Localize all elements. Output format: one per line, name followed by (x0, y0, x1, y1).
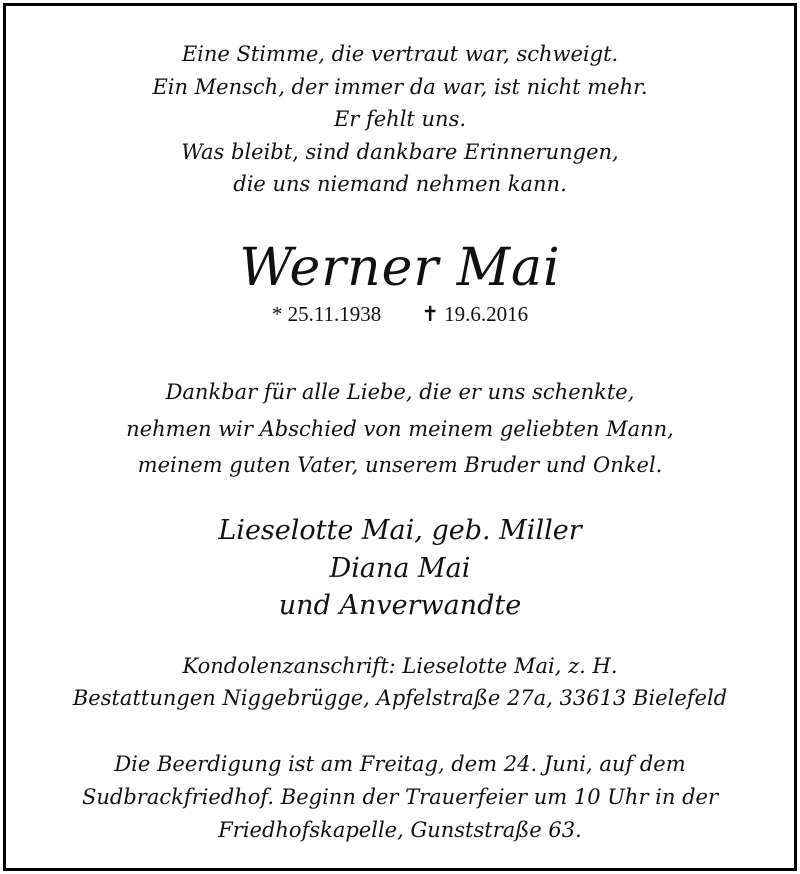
mourner-line: und Anverwandte (278, 590, 522, 621)
funeral-line: Friedhofskapelle, Gunststraße 63. (218, 818, 582, 842)
poem-line: die uns niemand nehmen kann. (233, 172, 567, 196)
funeral-line: Sudbrackfriedhof. Beginn der Trauerfeier um 10 Uhr in der (82, 785, 718, 809)
mourner-line: Lieselotte Mai, geb. Miller (218, 515, 582, 546)
poem-line: Was bleibt, sind dankbare Erinnerungen, (181, 139, 619, 164)
message-line: nehmen wir Abschied von meinem geliebten Mann, (126, 416, 674, 441)
condolence-address (6, 650, 794, 714)
mourner-line: Diana Mai (329, 552, 471, 584)
deceased-name: Werner Mai (239, 238, 561, 298)
message-line: meinem guten Vater, unserem Bruder und Onkel. (137, 453, 663, 477)
funeral-line: Die Beerdigung ist am Freitag, dem 24. Juni, auf dem (114, 752, 686, 776)
obituary-notice (3, 3, 797, 871)
birth-date: * 25.11.1938 (271, 302, 382, 326)
funeral-details (6, 748, 794, 847)
address-line: Bestattungen Niggebrügge, Apfelstraße 27a, 33613 Bielefeld (72, 686, 728, 710)
message-line: Dankbar für alle Liebe, die er uns schenkte, (165, 380, 635, 404)
farewell-message (6, 374, 794, 484)
life-dates (6, 302, 794, 327)
address-line: Kondolenzanschrift: Lieselotte Mai, z. H. (182, 654, 618, 678)
death-date: ✝ 19.6.2016 (421, 302, 529, 326)
poem-line: Eine Stimme, die vertraut war, schweigt. (181, 42, 619, 66)
mourners (6, 512, 794, 625)
poem-line: Ein Mensch, der immer da war, ist nicht mehr. (152, 74, 648, 99)
poem-line: Er fehlt uns. (333, 107, 467, 131)
poem (6, 38, 794, 201)
